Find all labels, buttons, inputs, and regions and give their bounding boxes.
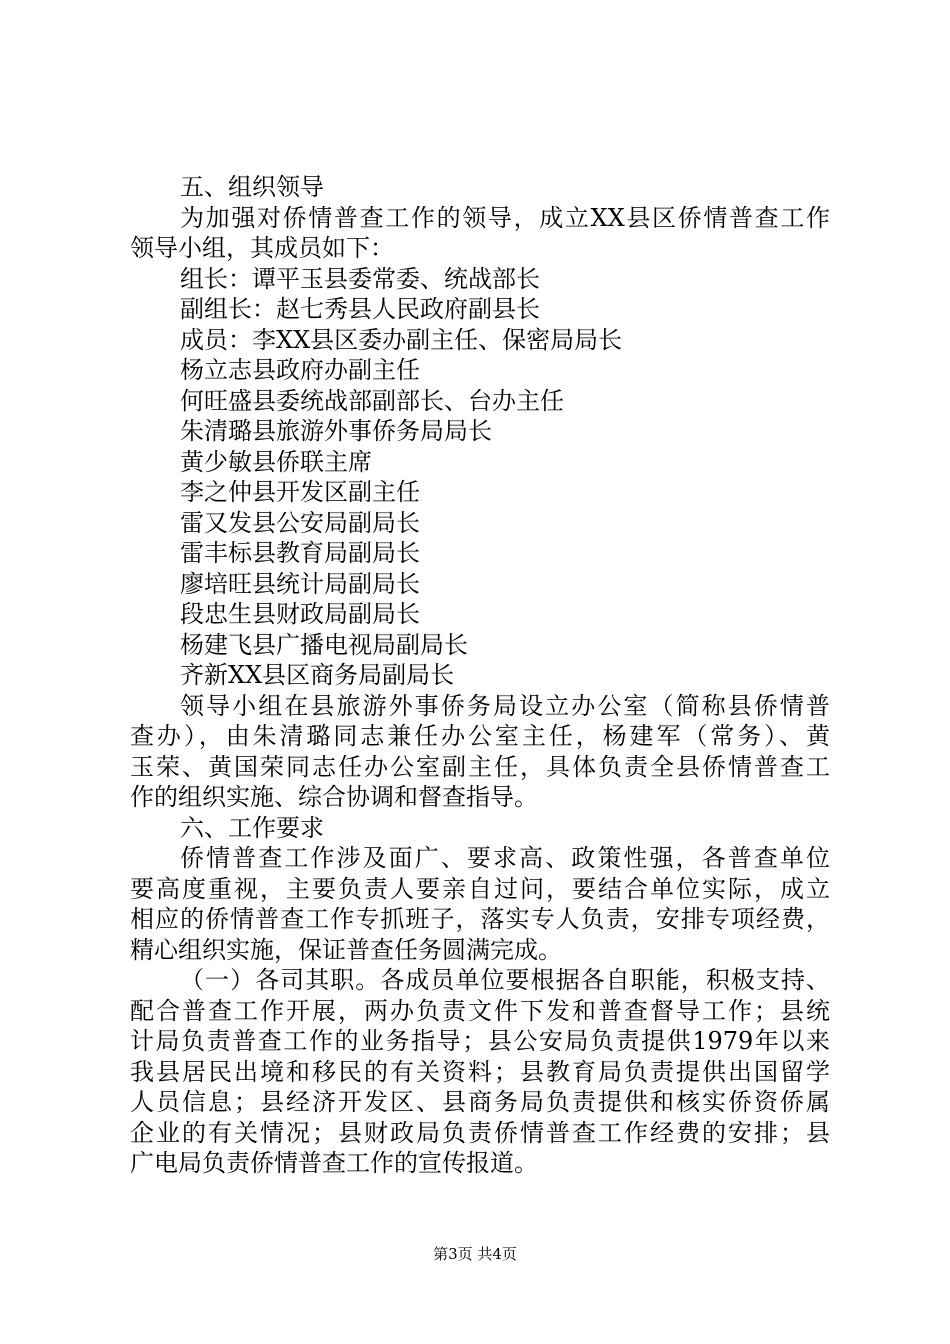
member-line: 杨立志县政府办副主任 [180,356,420,384]
paragraph-line: 精心组织实施，保证普查任务圆满完成。 [130,935,562,964]
paragraph-line: 我县居民出境和移民的有关资料；县教育局负责提供出国留学 [130,1057,830,1086]
document-body [130,172,830,1179]
paragraph-line: 配合普查工作开展，两办负责文件下发和普查督导工作；县统 [130,996,830,1025]
member-line: 朱清璐县旅游外事侨务局局长 [180,417,492,445]
paragraph-line: 要高度重视，主要负责人要亲自过问，要结合单位实际，成立 [130,874,830,903]
paragraph-line: 侨情普查工作涉及面广、要求高、政策性强，各普查单位 [180,844,830,872]
paragraph-line: 玉荣、黄国荣同志任办公室副主任，具体负责全县侨情普查工 [130,752,830,781]
member-line: 齐新XX县区商务局副局长 [180,661,455,689]
page-number-footer: 第3页 共4页 [433,1245,517,1263]
member-line: 组长：谭平玉县委常委、统战部长 [180,264,540,293]
section-heading: 六、工作要求 [180,813,324,842]
section-heading: 五、组织领导 [180,173,324,201]
paragraph-line: 为加强对侨情普查工作的领导，成立XX县区侨情普查工作 [180,203,830,232]
member-line: 李之仲县开发区副主任 [180,478,420,506]
paragraph-line: 领导小组在县旅游外事侨务局设立办公室（简称县侨情普 [180,691,830,720]
paragraph-line: 相应的侨情普查工作专抓班子，落实专人负责，安排专项经费， [130,905,830,933]
paragraph-line: 广电局负责侨情普查工作的宣传报道。 [130,1149,538,1177]
member-line: 雷又发县公安局副局长 [180,508,420,537]
member-line: 段忠生县财政局副局长 [180,600,420,628]
member-line: 成员：李XX县区委办副主任、保密局局长 [180,325,623,354]
paragraph-line: 人员信息；县经济开发区、县商务局负责提供和核实侨资侨属 [130,1088,830,1116]
paragraph-line: 查办），由朱清璐同志兼任办公室主任，杨建军（常务）、黄 [130,722,830,750]
member-line: 杨建飞县广播电视局副局长 [180,630,468,659]
member-line: 何旺盛县委统战部副部长、台办主任 [180,386,564,415]
paragraph-line: 企业的有关情况；县财政局负责侨情普查工作经费的安排；县 [130,1118,830,1147]
paragraph-line: 作的组织实施、综合协调和督查指导。 [130,783,538,811]
paragraph-line: （一）各司其职。各成员单位要根据各自职能，积极支持、 [180,966,830,994]
paragraph-line: 领导小组，其成员如下： [130,234,394,262]
paragraph-line: 计局负责普查工作的业务指导；县公安局负责提供1979年以来 [130,1027,830,1055]
member-line: 黄少敏县侨联主席 [180,447,372,476]
member-line: 廖培旺县统计局副局长 [180,569,420,598]
member-line: 雷丰标县教育局副局长 [180,539,420,567]
member-line: 副组长：赵七秀县人民政府副县长 [180,295,540,323]
